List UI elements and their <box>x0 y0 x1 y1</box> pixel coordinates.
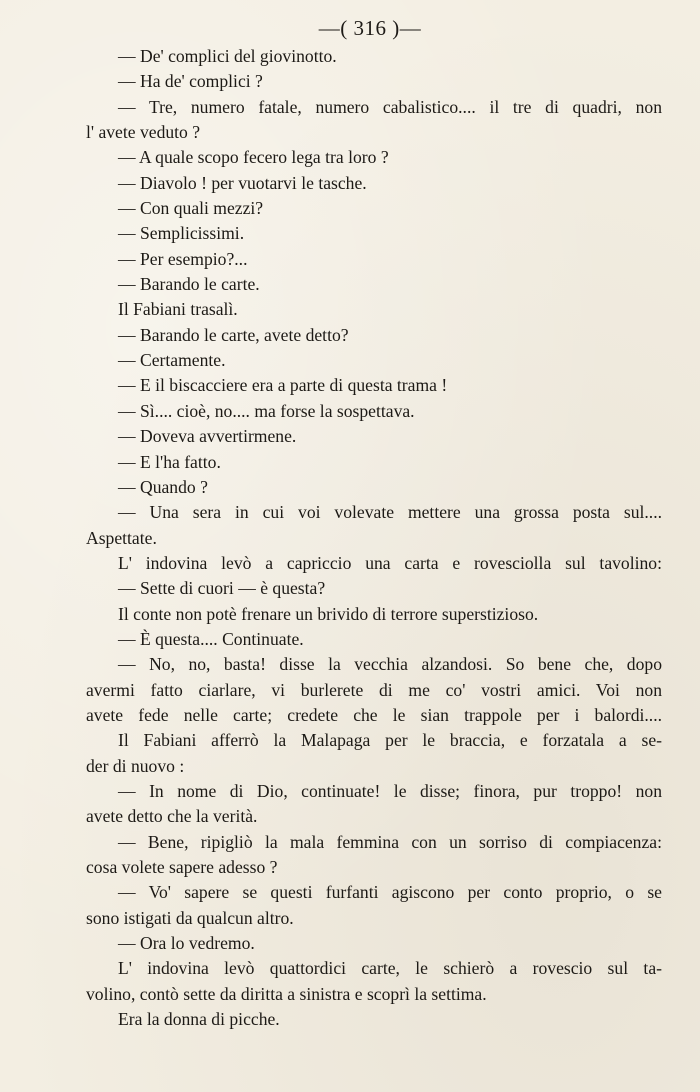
text-line: avete detto che la verità. <box>86 806 258 827</box>
text-line: sono istigati da qualcun altro. <box>86 907 294 928</box>
text-line: — No, no, basta! disse la vecchia alzandosi. So bene che, dopo <box>118 654 662 675</box>
text-line: — A quale scopo fecero lega tra loro ? <box>118 147 389 168</box>
text-line: — Ora lo vedremo. <box>118 933 255 954</box>
body-text <box>86 44 662 1032</box>
text-line: — Una sera in cui voi volevate mettere una grossa posta sul.... <box>118 502 662 523</box>
text-line: Il conte non potè frenare un brivido di terrore superstizioso. <box>118 603 539 624</box>
text-line: — Semplicissimi. <box>118 223 245 244</box>
text-line: Era la donna di picche. <box>118 1009 280 1030</box>
text-line: l' avete veduto ? <box>86 122 201 143</box>
text-line: — Barando le carte, avete detto? <box>118 324 349 345</box>
text-line: — Quando ? <box>118 476 208 497</box>
text-line: — Per esempio?... <box>118 248 248 269</box>
text-line: volino, contò sette da diritta a sinistra e scoprì la settima. <box>86 983 487 1004</box>
text-line: — Tre, numero fatale, numero cabalistico.... il tre di quadri, non <box>118 96 662 117</box>
text-line: Il Fabiani trasalì. <box>118 299 238 320</box>
text-line: — Ha de' complici ? <box>118 71 263 92</box>
text-line: L' indovina levò quattordici carte, le schierò a rovescio sul ta- <box>118 958 662 979</box>
text-line: — Sì.... cioè, no.... ma forse la sospettava. <box>118 400 415 421</box>
text-line: L' indovina levò a capriccio una carta e rovesciolla sul tavolino: <box>118 552 662 573</box>
text-line: — In nome di Dio, continuate! le disse; finora, pur troppo! non <box>118 780 662 801</box>
text-line: cosa volete sapere adesso ? <box>86 857 278 877</box>
page-number-header: —( 316 )— <box>318 16 422 40</box>
text-line: — Diavolo ! per vuotarvi le tasche. <box>118 172 367 193</box>
text-line: — Con quali mezzi? <box>118 198 264 219</box>
text-line: — De' complici del giovinotto. <box>118 46 337 66</box>
text-line: — Certamente. <box>118 350 226 371</box>
text-line: — E l'ha fatto. <box>118 451 221 472</box>
text-line: avete fede nelle carte; credete che le sian trappole per i balordi.... <box>86 704 662 725</box>
text-line: — Doveva avvertirmene. <box>118 426 297 447</box>
text-line: Aspettate. <box>86 527 157 548</box>
text-line: der di nuovo : <box>86 755 185 776</box>
text-line: — È questa.... Continuate. <box>118 628 304 649</box>
text-line: Il Fabiani afferrò la Malapaga per le braccia, e forzatala a se- <box>118 730 662 751</box>
text-line: — Barando le carte. <box>118 274 260 295</box>
text-line: — E il biscacciere era a parte di questa trama ! <box>118 375 448 396</box>
text-line: — Sette di cuori — è questa? <box>118 578 326 599</box>
text-line: — Bene, ripigliò la mala femmina con un sorriso di compiacenza: <box>118 831 662 852</box>
text-line: — Vo' sapere se questi furfanti agiscono per conto proprio, o se <box>118 882 662 903</box>
text-line: avermi fatto ciarlare, vi burlerete di me co' vostri amici. Voi non <box>86 679 662 700</box>
